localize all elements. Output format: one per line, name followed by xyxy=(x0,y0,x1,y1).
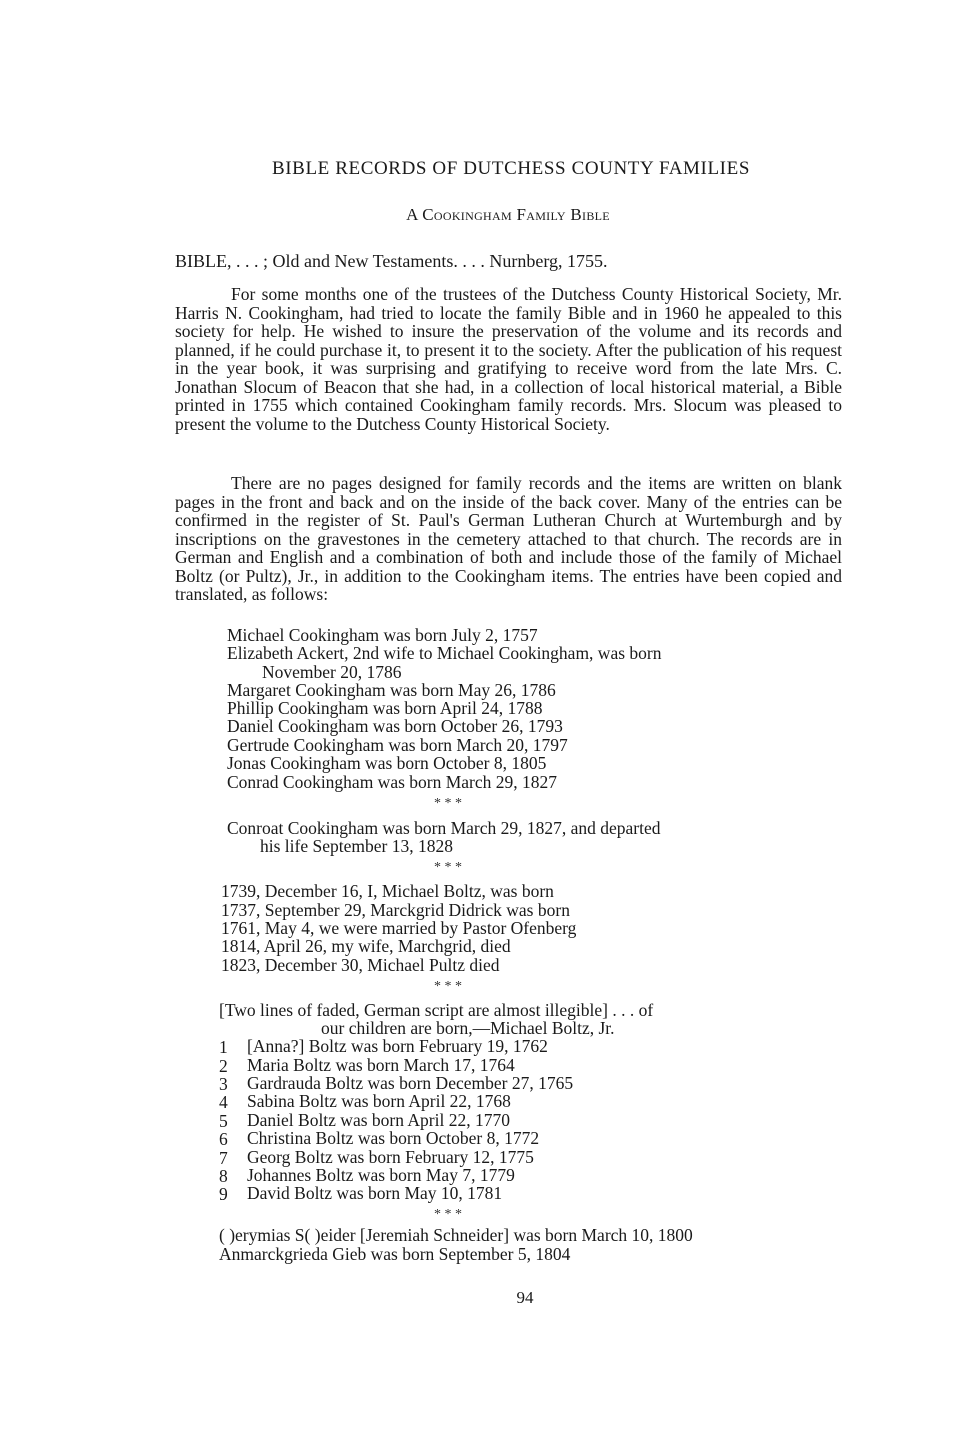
child-entry: David Boltz was born May 10, 1781 xyxy=(247,1183,503,1203)
child-number: 3 xyxy=(219,1074,228,1094)
record-entry: Phillip Cookingham was born April 24, 1788 xyxy=(227,698,543,718)
record-entry: 1739, December 16, I, Michael Boltz, was born xyxy=(221,881,554,901)
faded-note: [Two lines of faded, German script are almost illegible] . . . of xyxy=(219,1000,654,1020)
record-entry: Margaret Cookingham was born May 26, 1786 xyxy=(227,680,556,700)
subtitle-text: A Cookingham Family Bible xyxy=(406,205,610,224)
child-number: 2 xyxy=(219,1056,228,1076)
record-entry: Gertrude Cookingham was born March 20, 1797 xyxy=(227,735,568,755)
page-number: 94 xyxy=(516,1288,534,1307)
description-paragraph: There are no pages designed for family records and the items are written on blank pages in the front and back and on the inside of the back cover. Many of the entries can be confirmed in the register of St. Paul's German Lutheran Church at Wurtemburgh and by inscriptions on the gravestones in the cemetery attached to that church. The records are in German and English and a combination of both and include those of the family of Michael Boltz (or Pultz), Jr., in addition to the Cookingham items. The entries have been copied and translated, as follows: xyxy=(175,473,842,604)
child-entry: [Anna?] Boltz was born February 19, 1762 xyxy=(247,1036,548,1056)
child-entry: Georg Boltz was born February 12, 1775 xyxy=(247,1147,534,1167)
record-entry: his life September 13, 1828 xyxy=(260,836,453,856)
section-separator: * * * xyxy=(434,796,462,811)
child-entry: Maria Boltz was born March 17, 1764 xyxy=(247,1055,515,1075)
child-entry: Sabina Boltz was born April 22, 1768 xyxy=(247,1091,511,1111)
bible-citation: BIBLE, . . . ; Old and New Testaments. . . . Nurnberg, 1755. xyxy=(175,251,608,271)
record-entry: Anmarckgrieda Gieb was born September 5, 1804 xyxy=(219,1244,571,1264)
child-entry: Daniel Boltz was born April 22, 1770 xyxy=(247,1110,510,1130)
record-entry: 1737, September 29, Marckgrid Didrick was born xyxy=(221,900,570,920)
record-entry: 1823, December 30, Michael Pultz died xyxy=(221,955,500,975)
record-entry: Daniel Cookingham was born October 26, 1793 xyxy=(227,716,563,736)
child-number: 5 xyxy=(219,1111,228,1131)
child-number: 6 xyxy=(219,1129,228,1149)
record-entry: Elizabeth Ackert, 2nd wife to Michael Cookingham, was born xyxy=(227,643,662,663)
record-entry: Conrad Cookingham was born March 29, 1827 xyxy=(227,772,558,792)
child-number: 9 xyxy=(219,1184,228,1204)
record-entry: 1814, April 26, my wife, Marchgrid, died xyxy=(221,936,511,956)
child-entry: Gardrauda Boltz was born December 27, 1765 xyxy=(247,1073,574,1093)
child-entry: Johannes Boltz was born May 7, 1779 xyxy=(247,1165,515,1185)
child-number: 1 xyxy=(219,1037,228,1057)
article-subtitle xyxy=(0,205,960,225)
section-separator: * * * xyxy=(434,860,462,875)
child-number: 8 xyxy=(219,1166,228,1186)
child-entry: Christina Boltz was born October 8, 1772 xyxy=(247,1128,540,1148)
intro-paragraph: For some months one of the trustees of the Dutchess County Historical Society, Mr. Harris N. Cookingham, had tried to locate the family Bible and in 1960 he appealed to this society for help. He wished to insure the preservation of the volume and its records and planned, if he could purchase it, to present it to the society. After the publication of his request in the year book, it was surprising and gratifying to receive word from the late Mrs. C. Jonathan Slocum of Beacon that she had, in a collection of local historical material, a Bible printed in 1755 which contained Cookingham family records. Mrs. Slocum was pleased to present the volume to the Dutchess County Historical Society. xyxy=(175,284,842,434)
record-entry: Michael Cookingham was born July 2, 1757 xyxy=(227,625,538,645)
page-title: BIBLE RECORDS OF DUTCHESS COUNTY FAMILIES xyxy=(271,158,750,179)
record-entry: Jonas Cookingham was born October 8, 1805 xyxy=(227,753,547,773)
record-entry: Conroat Cookingham was born March 29, 1827, and departed xyxy=(227,818,661,838)
section-separator: * * * xyxy=(434,1207,462,1222)
record-entry: November 20, 1786 xyxy=(262,662,402,682)
record-entry: 1761, May 4, we were married by Pastor Ofenberg xyxy=(221,918,577,938)
record-entry: ( )erymias S( )eider [Jeremiah Schneider] was born March 10, 1800 xyxy=(219,1225,693,1245)
faded-note: our children are born,—Michael Boltz, Jr. xyxy=(321,1018,615,1038)
section-separator: * * * xyxy=(434,979,462,994)
child-number: 4 xyxy=(219,1092,228,1112)
child-number: 7 xyxy=(219,1148,228,1168)
